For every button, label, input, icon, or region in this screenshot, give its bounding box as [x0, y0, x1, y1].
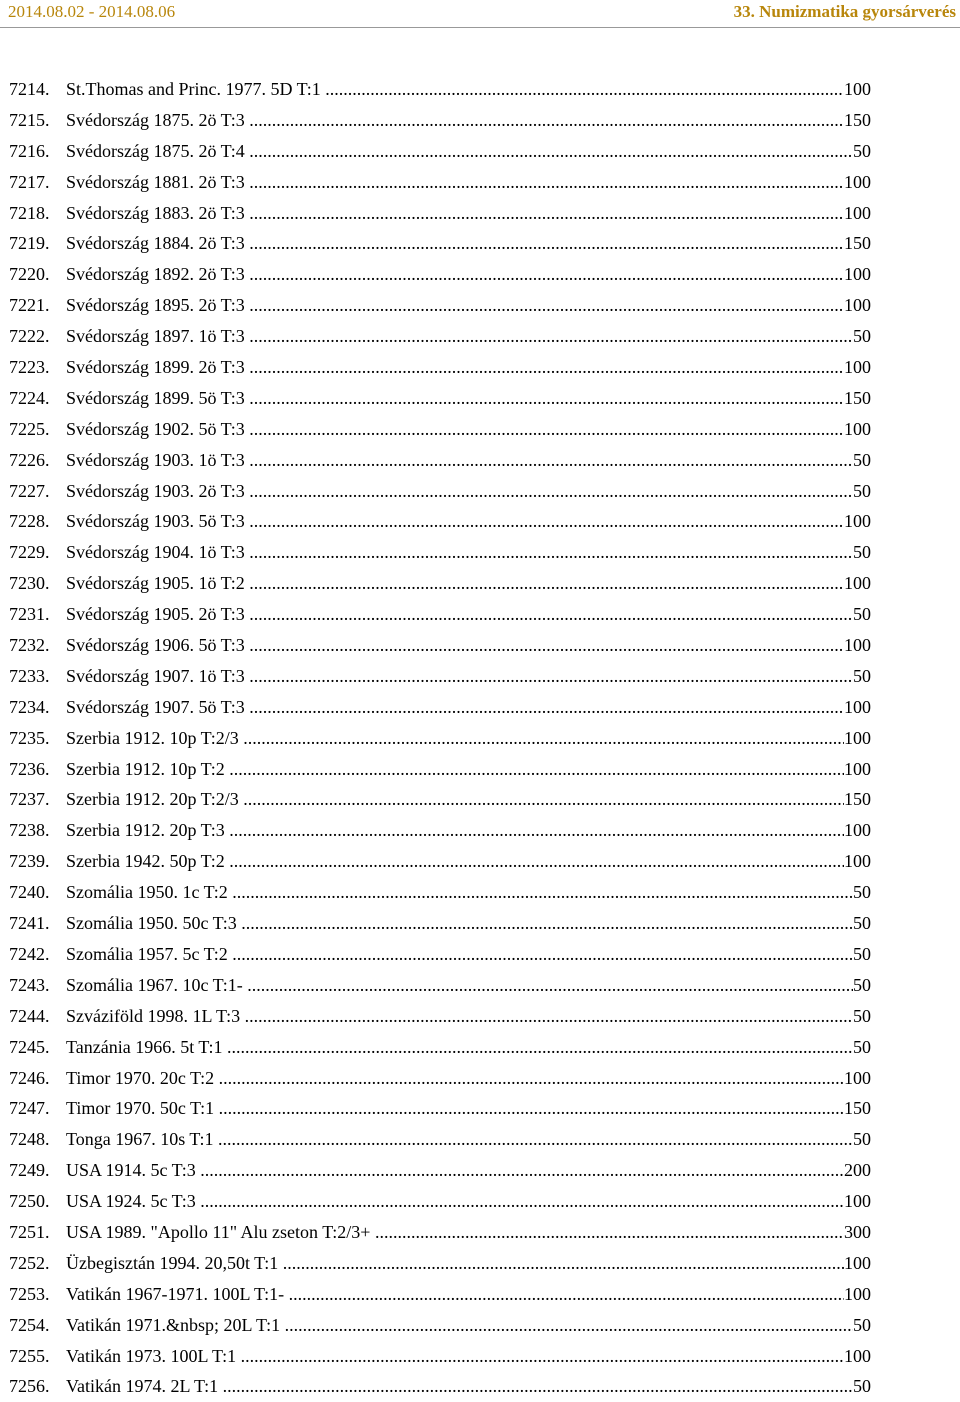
- lot-number: 7223.: [9, 357, 50, 378]
- lot-description: Svédország 1895. 2ö T:3 .....: [66, 290, 844, 321]
- lot-row: [9, 1310, 871, 1341]
- lot-list: [9, 74, 871, 1402]
- lot-description: Üzbegisztán 1994. 20,50t T:1 .....: [66, 1248, 844, 1279]
- lot-description: Svédország 1875. 2ö T:4 .....: [66, 136, 853, 167]
- lot-description: Vatikán 1967-1971. 100L T:1- .....: [66, 1279, 844, 1310]
- lot-description: Szomália 1950. 1c T:2 .....: [66, 877, 853, 908]
- lot-row: [9, 723, 871, 754]
- lot-price: 50: [853, 604, 871, 625]
- lot-number: 7241.: [9, 913, 50, 934]
- lot-description: Szerbia 1912. 10p T:2/3 .....: [66, 723, 844, 754]
- lot-price: 100: [844, 295, 871, 316]
- lot-row: [9, 630, 871, 661]
- lot-row: [9, 476, 871, 507]
- lot-row: [9, 908, 871, 939]
- lot-number: 7255.: [9, 1345, 50, 1366]
- lot-number: 7219.: [9, 233, 50, 254]
- lot-row: [9, 970, 871, 1001]
- lot-row: [9, 815, 871, 846]
- lot-number: 7253.: [9, 1283, 50, 1304]
- lot-price: 100: [844, 1283, 871, 1304]
- lot-number: 7226.: [9, 449, 50, 470]
- lot-description: USA 1914. 5c T:3 .....: [66, 1155, 844, 1186]
- lot-row: [9, 167, 871, 198]
- lot-description: Svédország 1907. 1ö T:3 .....: [66, 661, 853, 692]
- lot-description: Svédország 1899. 5ö T:3 .....: [66, 383, 844, 414]
- lot-description: St.Thomas and Princ. 1977. 5D T:1 .....: [66, 74, 844, 105]
- lot-description: Svédország 1903. 2ö T:3 .....: [66, 476, 853, 507]
- lot-description: Svédország 1904. 1ö T:3 .....: [66, 537, 853, 568]
- lot-description: Svédország 1906. 5ö T:3 .....: [66, 630, 844, 661]
- lot-number: 7220.: [9, 264, 50, 285]
- lot-number: 7256.: [9, 1376, 50, 1397]
- lot-row: [9, 661, 871, 692]
- lot-description: Szomália 1957. 5c T:2 .....: [66, 939, 853, 970]
- lot-price: 200: [844, 1160, 871, 1181]
- lot-description: Svédország 1899. 2ö T:3 .....: [66, 352, 844, 383]
- lot-row: [9, 321, 871, 352]
- lot-price: 100: [844, 511, 871, 532]
- lot-description: USA 1989. "Apollo 11" Alu zseton T:2/3+ .....: [66, 1217, 844, 1248]
- lot-price: 50: [853, 1005, 871, 1026]
- lot-number: 7235.: [9, 727, 50, 748]
- lot-description: Szerbia 1912. 20p T:2/3 .....: [66, 784, 844, 815]
- lot-description: Szomália 1950. 50c T:3 .....: [66, 908, 853, 939]
- lot-description: Svédország 1875. 2ö T:3 .....: [66, 105, 844, 136]
- lot-price: 100: [844, 1067, 871, 1088]
- lot-row: [9, 259, 871, 290]
- auction-title: 33. Numizmatika gyorsárverés: [733, 2, 956, 21]
- lot-number: 7248.: [9, 1129, 50, 1150]
- lot-row: [9, 939, 871, 970]
- lot-price: 150: [844, 233, 871, 254]
- lot-description: Svédország 1903. 5ö T:3 .....: [66, 506, 844, 537]
- lot-price: 50: [853, 882, 871, 903]
- lot-price: 50: [853, 913, 871, 934]
- lot-number: 7216.: [9, 140, 50, 161]
- lot-row: [9, 846, 871, 877]
- lot-number: 7243.: [9, 974, 50, 995]
- lot-price: 50: [853, 542, 871, 563]
- lot-number: 7225.: [9, 418, 50, 439]
- lot-description: USA 1924. 5c T:3 .....: [66, 1186, 844, 1217]
- lot-number: 7237.: [9, 789, 50, 810]
- lot-number: 7240.: [9, 882, 50, 903]
- lot-row: [9, 383, 871, 414]
- lot-description: Vatikán 1973. 100L T:1 .....: [66, 1341, 844, 1372]
- lot-row: [9, 74, 871, 105]
- lot-number: 7238.: [9, 820, 50, 841]
- lot-number: 7236.: [9, 758, 50, 779]
- lot-row: [9, 1248, 871, 1279]
- lot-price: 50: [853, 974, 871, 995]
- lot-description: Szomália 1967. 10c T:1- .....: [66, 970, 853, 1001]
- lot-description: Svédország 1905. 2ö T:3 .....: [66, 599, 853, 630]
- lot-price: 100: [844, 1252, 871, 1273]
- lot-price: 100: [844, 171, 871, 192]
- page-header: [0, 0, 960, 30]
- lot-row: [9, 599, 871, 630]
- lot-price: 100: [844, 357, 871, 378]
- lot-number: 7224.: [9, 387, 50, 408]
- lot-price: 50: [853, 1036, 871, 1057]
- lot-price: 150: [844, 789, 871, 810]
- lot-row: [9, 1124, 871, 1155]
- lot-description: Timor 1970. 50c T:1 .....: [66, 1093, 844, 1124]
- lot-row: [9, 290, 871, 321]
- lot-number: 7234.: [9, 696, 50, 717]
- lot-description: Svédország 1884. 2ö T:3 .....: [66, 228, 844, 259]
- lot-number: 7222.: [9, 326, 50, 347]
- lot-price: 150: [844, 1098, 871, 1119]
- lot-row: [9, 784, 871, 815]
- lot-description: Tonga 1967. 10s T:1 .....: [66, 1124, 853, 1155]
- lot-price: 100: [844, 418, 871, 439]
- lot-description: Svédország 1907. 5ö T:3 .....: [66, 692, 844, 723]
- lot-price: 100: [844, 820, 871, 841]
- lot-price: 100: [844, 635, 871, 656]
- lot-description: Svédország 1897. 1ö T:3 .....: [66, 321, 853, 352]
- lot-price: 100: [844, 573, 871, 594]
- lot-row: [9, 1063, 871, 1094]
- lot-number: 7245.: [9, 1036, 50, 1057]
- header-divider: [0, 27, 960, 28]
- lot-description: Svédország 1905. 1ö T:2 .....: [66, 568, 844, 599]
- lot-price: 100: [844, 202, 871, 223]
- lot-number: 7221.: [9, 295, 50, 316]
- lot-price: 100: [844, 851, 871, 872]
- lot-price: 100: [844, 79, 871, 99]
- lot-row: [9, 1217, 871, 1248]
- lot-number: 7232.: [9, 635, 50, 656]
- lot-row: [9, 1001, 871, 1032]
- lot-number: 7242.: [9, 943, 50, 964]
- lot-row: [9, 445, 871, 476]
- lot-row: [9, 1186, 871, 1217]
- lot-number: 7246.: [9, 1067, 50, 1088]
- lot-description: Szerbia 1942. 50p T:2 .....: [66, 846, 844, 877]
- lot-row: [9, 105, 871, 136]
- lot-description: Szerbia 1912. 10p T:2 .....: [66, 754, 844, 785]
- lot-row: [9, 754, 871, 785]
- lot-price: 50: [853, 1129, 871, 1150]
- lot-price: 50: [853, 326, 871, 347]
- lot-number: 7231.: [9, 604, 50, 625]
- lot-number: 7249.: [9, 1160, 50, 1181]
- lot-row: [9, 537, 871, 568]
- lot-description: Vatikán 1971.&nbsp; 20L T:1 .....: [66, 1310, 853, 1341]
- lot-number: 7217.: [9, 171, 50, 192]
- lot-description: Svédország 1881. 2ö T:3 .....: [66, 167, 844, 198]
- lot-row: [9, 1341, 871, 1372]
- lot-number: 7250.: [9, 1191, 50, 1212]
- lot-number: 7230.: [9, 573, 50, 594]
- lot-price: 100: [844, 758, 871, 779]
- lot-row: [9, 692, 871, 723]
- lot-price: 50: [853, 480, 871, 501]
- lot-row: [9, 1032, 871, 1063]
- lot-price: 150: [844, 109, 871, 130]
- lot-row: [9, 877, 871, 908]
- lot-description: Tanzánia 1966. 5t T:1 .....: [66, 1032, 853, 1063]
- lot-row: [9, 1155, 871, 1186]
- lot-number: 7215.: [9, 109, 50, 130]
- lot-number: 7227.: [9, 480, 50, 501]
- lot-row: [9, 414, 871, 445]
- lot-price: 50: [853, 140, 871, 161]
- lot-number: 7244.: [9, 1005, 50, 1026]
- lot-description: Svédország 1902. 5ö T:3 .....: [66, 414, 844, 445]
- lot-row: [9, 1371, 871, 1402]
- lot-number: 7239.: [9, 851, 50, 872]
- lot-price: 100: [844, 727, 871, 748]
- lot-number: 7233.: [9, 665, 50, 686]
- lot-price: 50: [853, 943, 871, 964]
- lot-number: 7254.: [9, 1314, 50, 1335]
- lot-price: 50: [853, 665, 871, 686]
- lot-price: 50: [853, 1314, 871, 1335]
- lot-number: 7218.: [9, 202, 50, 223]
- lot-row: [9, 506, 871, 537]
- lot-number: 7228.: [9, 511, 50, 532]
- lot-price: 50: [853, 1376, 871, 1397]
- lot-description: Timor 1970. 20c T:2 .....: [66, 1063, 844, 1094]
- lot-row: [9, 352, 871, 383]
- lot-price: 50: [853, 449, 871, 470]
- lot-price: 100: [844, 264, 871, 285]
- lot-price: 300: [844, 1221, 871, 1242]
- lot-description: Svédország 1883. 2ö T:3 .....: [66, 198, 844, 229]
- lot-number: 7247.: [9, 1098, 50, 1119]
- lot-row: [9, 198, 871, 229]
- lot-description: Szváziföld 1998. 1L T:3 .....: [66, 1001, 853, 1032]
- lot-row: [9, 568, 871, 599]
- lot-description: Szerbia 1912. 20p T:3 .....: [66, 815, 844, 846]
- lot-price: 100: [844, 1191, 871, 1212]
- lot-price: 100: [844, 1345, 871, 1366]
- lot-row: [9, 136, 871, 167]
- date-range: 2014.08.02 - 2014.08.06: [8, 2, 176, 21]
- lot-price: 100: [844, 696, 871, 717]
- lot-description: Vatikán 1974. 2L T:1 .....: [66, 1371, 853, 1402]
- lot-number: 7251.: [9, 1221, 50, 1242]
- lot-row: [9, 228, 871, 259]
- lot-description: Svédország 1892. 2ö T:3 .....: [66, 259, 844, 290]
- lot-row: [9, 1093, 871, 1124]
- lot-number: 7214.: [9, 79, 50, 99]
- lot-row: [9, 1279, 871, 1310]
- lot-number: 7252.: [9, 1252, 50, 1273]
- lot-number: 7229.: [9, 542, 50, 563]
- lot-description: Svédország 1903. 1ö T:3 .....: [66, 445, 853, 476]
- lot-price: 150: [844, 387, 871, 408]
